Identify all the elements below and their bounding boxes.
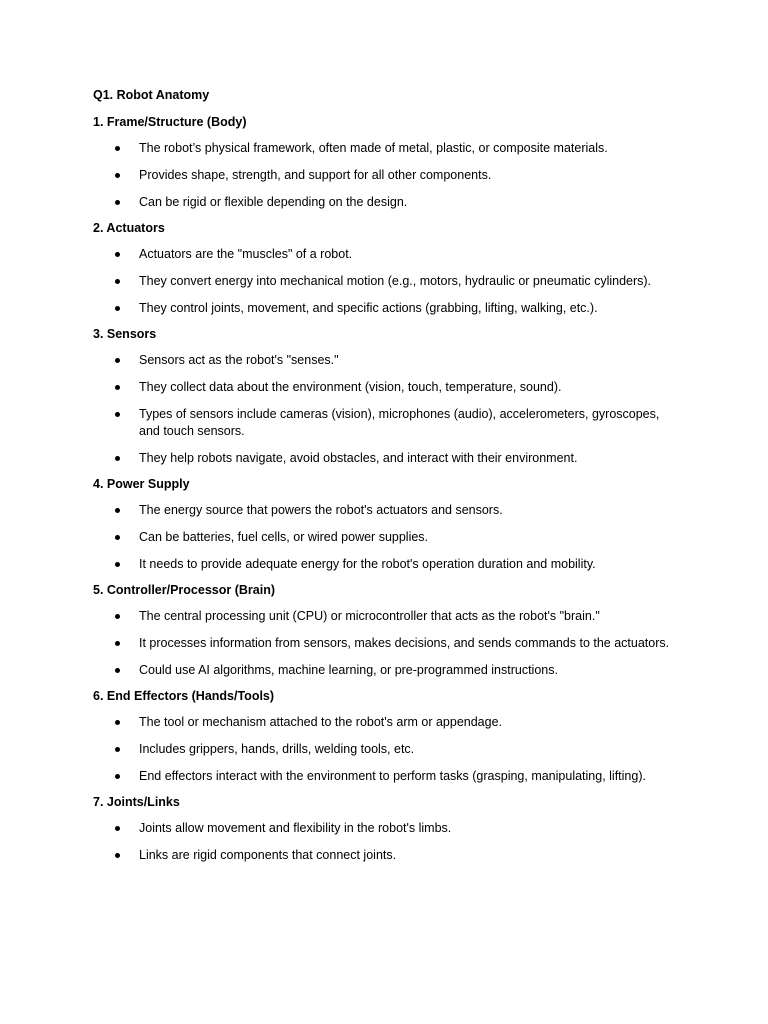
bullet-icon: [115, 535, 120, 540]
list-item: [93, 352, 683, 369]
bullet-icon: [115, 747, 120, 752]
list-item: [93, 635, 683, 652]
bullet-list: [93, 820, 683, 864]
bullet-icon: [115, 385, 120, 390]
list-item-text: The central processing unit (CPU) or microcontroller that acts as the robot's "brain.": [139, 609, 600, 623]
list-item-text: The tool or mechanism attached to the robot's arm or appendage.: [139, 715, 503, 729]
bullet-icon: [115, 614, 120, 619]
list-item: [93, 608, 683, 625]
list-item: [93, 450, 683, 467]
section-heading: 3. Sensors: [93, 327, 157, 341]
bullet-icon: [115, 774, 120, 779]
list-item-text: It needs to provide adequate energy for the robot's operation duration and mobility.: [139, 557, 596, 571]
list-item-text: Joints allow movement and flexibility in the robot's limbs.: [139, 821, 452, 835]
section-heading: 1. Frame/Structure (Body): [93, 115, 247, 129]
bullet-list: [93, 246, 683, 317]
bullet-icon: [115, 173, 120, 178]
list-item: [93, 768, 683, 785]
section-frame-structure: [93, 114, 683, 211]
bullet-icon: [115, 668, 120, 673]
list-item-text: Sensors act as the robot's "senses.": [139, 353, 339, 367]
list-item: [93, 662, 683, 679]
list-item: [93, 820, 683, 837]
list-item: [93, 167, 683, 184]
bullet-icon: [115, 641, 120, 646]
bullet-icon: [115, 200, 120, 205]
bullet-icon: [115, 826, 120, 831]
document-title: Q1. Robot Anatomy: [93, 88, 210, 102]
list-item: [93, 140, 683, 157]
list-item-text: Could use AI algorithms, machine learning, or pre-programmed instructions.: [139, 663, 558, 677]
list-item-text: It processes information from sensors, makes decisions, and sends commands to the actuators.: [139, 636, 670, 650]
section-power-supply: [93, 476, 683, 573]
section-heading: 7. Joints/Links: [93, 795, 180, 809]
list-item-text: Includes grippers, hands, drills, welding tools, etc.: [139, 742, 415, 756]
list-item: [93, 379, 683, 396]
list-item: [93, 502, 683, 519]
bullet-icon: [115, 146, 120, 151]
section-heading: 6. End Effectors (Hands/Tools): [93, 689, 275, 703]
bullet-list: [93, 714, 683, 785]
list-item-text: Types of sensors include cameras (vision), microphones (audio), accelerometers, gyroscopes, and touch sensors.: [139, 407, 660, 438]
list-item-text: They control joints, movement, and specific actions (grabbing, lifting, walking, etc.).: [139, 301, 598, 315]
bullet-list: [93, 502, 683, 573]
list-item: [93, 556, 683, 573]
bullet-icon: [115, 720, 120, 725]
section-sensors: [93, 326, 683, 467]
list-item: [93, 194, 683, 211]
section-actuators: [93, 220, 683, 317]
list-item-text: They help robots navigate, avoid obstacles, and interact with their environment.: [139, 451, 578, 465]
section-heading: 5. Controller/Processor (Brain): [93, 583, 275, 597]
list-item: [93, 714, 683, 731]
bullet-icon: [115, 306, 120, 311]
section-heading: 2. Actuators: [93, 221, 165, 235]
list-item: [93, 406, 683, 440]
list-item-text: End effectors interact with the environment to perform tasks (grasping, manipulating, lifting).: [139, 769, 646, 783]
document-body: [93, 87, 683, 873]
bullet-icon: [115, 853, 120, 858]
bullet-icon: [115, 252, 120, 257]
list-item: [93, 273, 683, 290]
list-item-text: Can be batteries, fuel cells, or wired power supplies.: [139, 530, 429, 544]
list-item-text: Actuators are the "muscles" of a robot.: [139, 247, 353, 261]
list-item-text: The energy source that powers the robot's actuators and sensors.: [139, 503, 503, 517]
section-end-effectors: [93, 688, 683, 785]
list-item-text: Provides shape, strength, and support for all other components.: [139, 168, 492, 182]
bullet-list: [93, 140, 683, 211]
list-item: [93, 529, 683, 546]
bullet-list: [93, 352, 683, 467]
list-item-text: Links are rigid components that connect joints.: [139, 848, 397, 862]
list-item-text: They convert energy into mechanical motion (e.g., motors, hydraulic or pneumatic cylinders).: [139, 274, 652, 288]
bullet-icon: [115, 562, 120, 567]
list-item: [93, 847, 683, 864]
section-controller: [93, 582, 683, 679]
list-item: [93, 246, 683, 263]
list-item-text: The robot’s physical framework, often made of metal, plastic, or composite materials.: [139, 141, 608, 155]
bullet-icon: [115, 279, 120, 284]
section-heading: 4. Power Supply: [93, 477, 190, 491]
bullet-icon: [115, 456, 120, 461]
bullet-icon: [115, 358, 120, 363]
bullet-icon: [115, 412, 120, 417]
bullet-icon: [115, 508, 120, 513]
list-item-text: They collect data about the environment (vision, touch, temperature, sound).: [139, 380, 562, 394]
bullet-list: [93, 608, 683, 679]
list-item-text: Can be rigid or flexible depending on the design.: [139, 195, 408, 209]
section-joints-links: [93, 794, 683, 864]
list-item: [93, 741, 683, 758]
list-item: [93, 300, 683, 317]
